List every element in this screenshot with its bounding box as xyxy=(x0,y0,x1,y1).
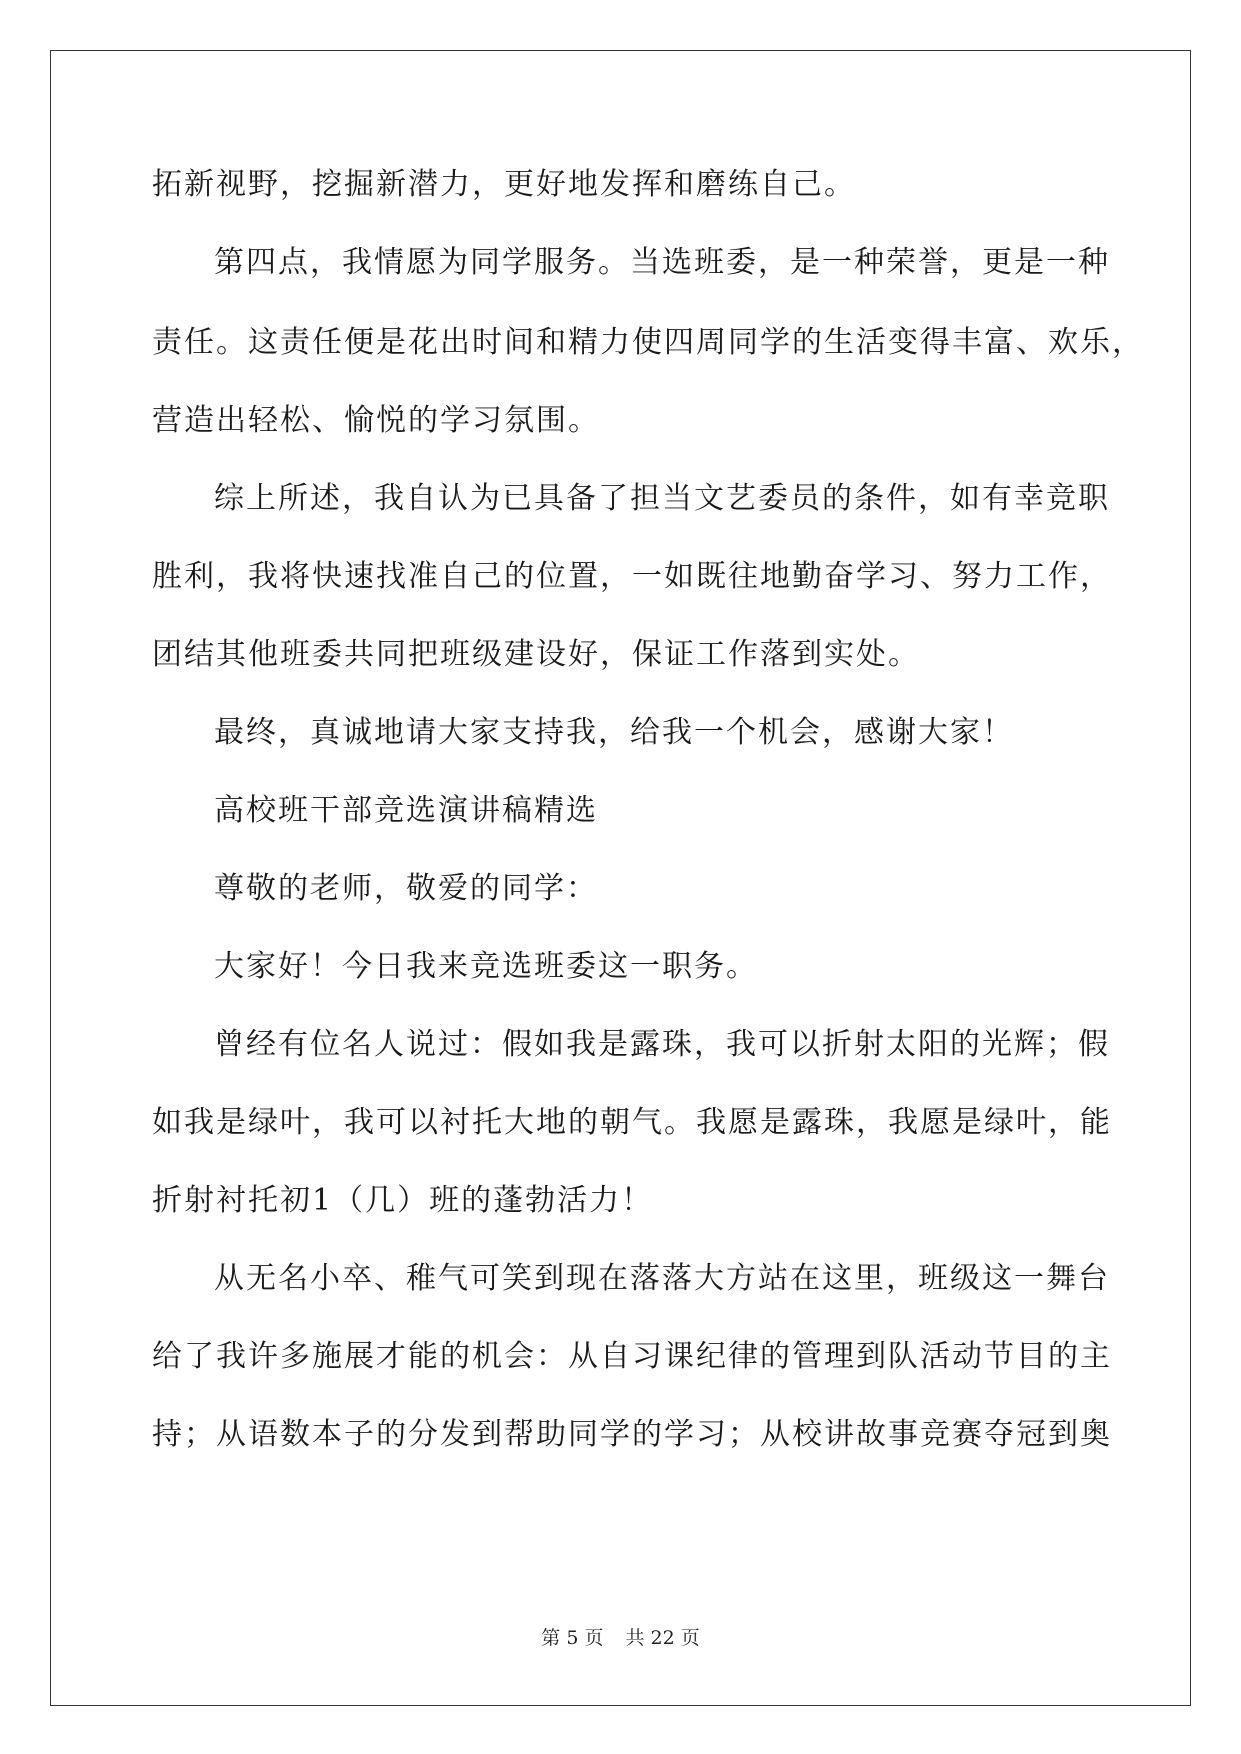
salutation: 尊敬的老师，敬爱的同学： xyxy=(214,871,598,906)
text-line: 团结其他班委共同把班级建设好，保证工作落到实处。 xyxy=(152,637,920,672)
text-line: 如我是绿叶，我可以衬托大地的朝气。我愿是露珠，我愿是绿叶，能 xyxy=(152,1105,1112,1140)
text-line: 曾经有位名人说过：假如我是露珠，我可以折射太阳的光辉；假 xyxy=(214,1027,1110,1062)
text-line: 大家好！今日我来竞选班委这一职务。 xyxy=(214,949,758,984)
text-line: 胜利，我将快速找准自己的位置，一如既往地勤奋学习、努力工作， xyxy=(152,559,1112,594)
page-total: 共 22 页 xyxy=(625,1627,700,1649)
text-line: 营造出轻松、愉悦的学习氛围。 xyxy=(152,403,600,438)
text-line: 从无名小卒、稚气可笑到现在落落大方站在这里，班级这一舞台 xyxy=(214,1261,1110,1296)
text-line: 持；从语数本子的分发到帮助同学的学习；从校讲故事竞赛夺冠到奥 xyxy=(152,1417,1112,1452)
section-heading: 高校班干部竞选演讲稿精选 xyxy=(214,793,598,828)
text-line: 责任。这责任便是花出时间和精力使四周同学的生活变得丰富、欢乐， xyxy=(152,325,1144,360)
text-line: 拓新视野，挖掘新潜力，更好地发挥和磨练自己。 xyxy=(152,167,856,202)
page-number: 第 5 页 xyxy=(541,1627,604,1649)
text-line: 给了我许多施展才能的机会：从自习课纪律的管理到队活动节目的主 xyxy=(152,1339,1112,1374)
page-footer xyxy=(0,1626,1241,1650)
text-line: 综上所述，我自认为已具备了担当文艺委员的条件，如有幸竞职 xyxy=(214,481,1110,516)
text-line: 第四点，我情愿为同学服务。当选班委，是一种荣誉，更是一种 xyxy=(214,245,1110,280)
text-line: 最终，真诚地请大家支持我，给我一个机会，感谢大家！ xyxy=(214,715,1014,750)
text-line: 折射衬托初1（几）班的蓬勃活力！ xyxy=(152,1183,654,1218)
